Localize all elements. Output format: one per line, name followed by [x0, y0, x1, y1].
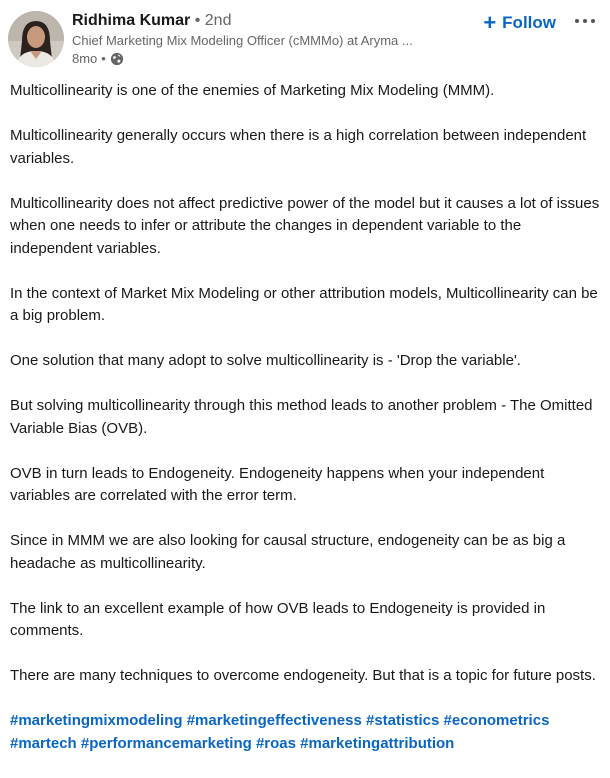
post-meta	[72, 50, 452, 68]
meta-separator: •	[101, 51, 106, 66]
post-paragraph: In the context of Market Mix Modeling or other attribution models, Multicollinearity can be a big problem.	[10, 284, 598, 324]
follow-button[interactable]	[483, 10, 556, 36]
post-paragraph: Multicollinearity is one of the enemies of Marketing Mix Modeling (MMM).	[10, 82, 495, 99]
post-paragraph: One solution that many adopt to solve multicollinearity is - 'Drop the variable'.	[10, 352, 521, 369]
post-paragraph: Multicollinearity does not affect predictive power of the model but it causes a lot of issues when one needs to infer or attribute the changes in dependent variable to the independent variables.	[10, 194, 600, 257]
hashtag-list	[10, 710, 600, 755]
hashtag-link[interactable]: #statistics	[365, 712, 440, 729]
author-name[interactable]: Ridhima Kumar	[72, 12, 191, 29]
degree-separator: •	[194, 12, 201, 29]
hashtag-link[interactable]: #econometrics	[443, 712, 550, 729]
hashtag-link[interactable]: #marketingattribution	[300, 734, 455, 752]
avatar-photo	[8, 11, 64, 67]
follow-label: Follow	[502, 13, 556, 32]
plus-icon: +	[483, 10, 497, 35]
author-info	[72, 10, 452, 68]
post-paragraph: Multicollinearity generally occurs when there is a high correlation between independent variables.	[10, 127, 587, 167]
hashtag-link[interactable]: #roas	[255, 734, 296, 752]
more-options-button[interactable]	[570, 8, 600, 34]
post-header	[8, 8, 602, 68]
hashtag-link[interactable]: #marketingeffectiveness	[186, 712, 362, 729]
post-paragraph: But solving multicollinearity through this method leads to another problem - The Omitted Variable Bias (OVB).	[10, 397, 593, 437]
hashtag-link[interactable]: #performancemarketing	[80, 734, 252, 752]
author-headline: Chief Marketing Mix Modeling Officer (cMMMo) at Aryma ...	[72, 33, 413, 48]
author-avatar[interactable]	[8, 11, 64, 67]
post-time: 8mo	[72, 51, 98, 66]
author-name-row	[72, 10, 452, 31]
connection-degree: 2nd	[204, 12, 232, 29]
hashtag-link[interactable]: #marketingmixmodeling	[10, 712, 183, 729]
post-paragraph: OVB in turn leads to Endogeneity. Endogeneity happens when your independent variables are correlated with the error term.	[10, 464, 545, 504]
hashtag-link[interactable]: #martech	[10, 734, 77, 752]
post-paragraph: The link to an excellent example of how OVB leads to Endogeneity is provided in comments.	[10, 599, 546, 639]
post-body	[10, 80, 600, 755]
globe-icon	[110, 52, 124, 66]
post-paragraph: Since in MMM we are also looking for causal structure, endogeneity can be as big a headache as multicollinearity.	[10, 532, 566, 572]
post-paragraph: There are many techniques to overcome endogeneity. But that is a topic for future posts.	[10, 667, 596, 684]
ellipsis-icon	[575, 19, 595, 23]
